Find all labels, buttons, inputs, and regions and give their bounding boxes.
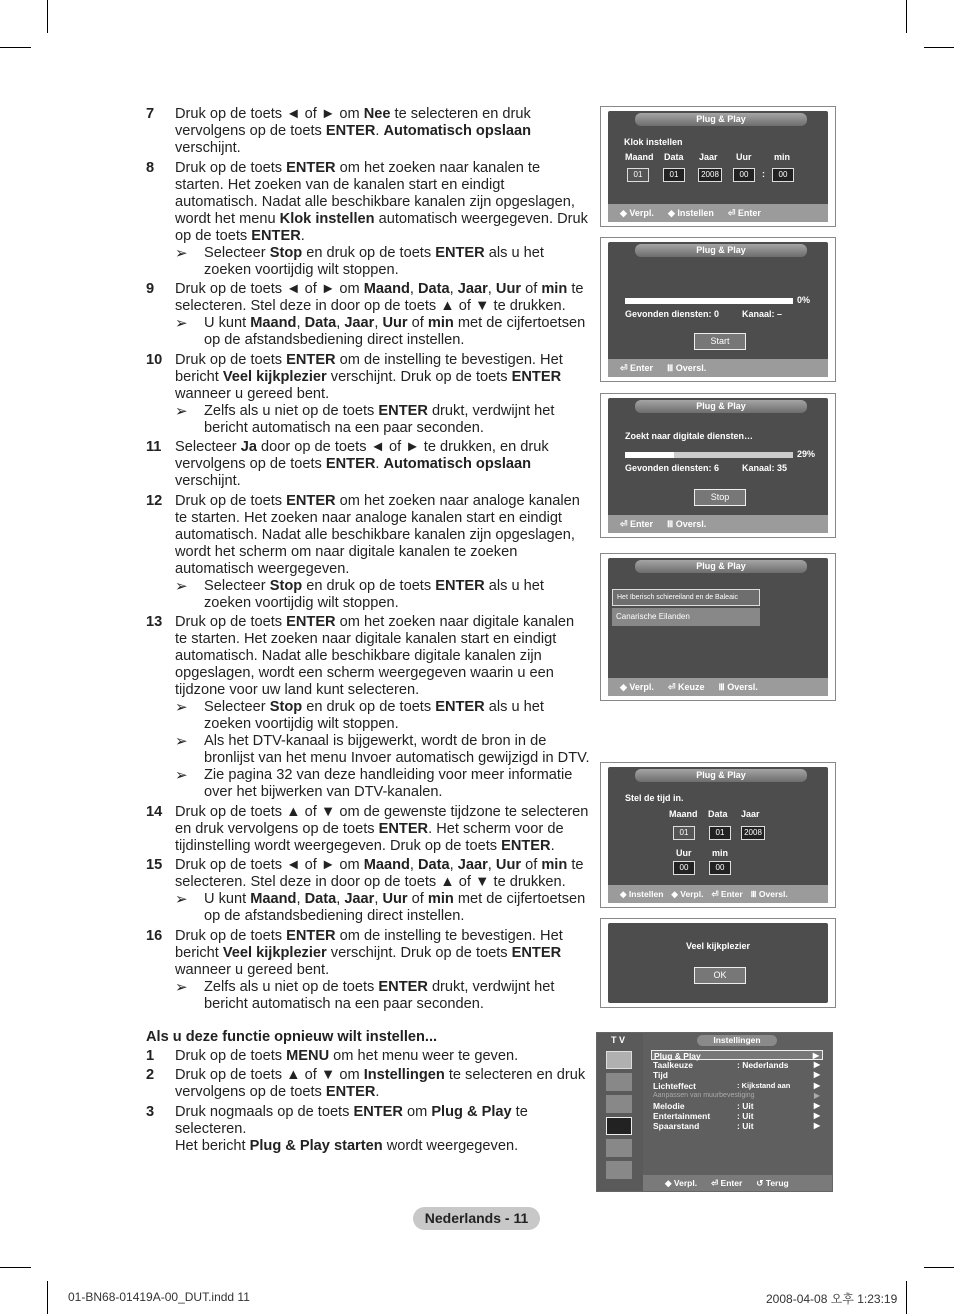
crop-mark (47, 0, 48, 33)
screen-enjoy (600, 918, 836, 1008)
chevron-right-icon: ▶ (813, 1080, 820, 1090)
hint-move: ◆ Verpl. (671, 889, 704, 899)
progress-percent: 0% (797, 295, 811, 305)
step-number: 16 (146, 927, 163, 944)
step-text: Druk op de toets ◄ of ► om Nee te selecteren en druk vervolgens op de toets ENTER. Automatisch opslaan verschijnt. (175, 106, 532, 156)
chevron-right-icon: ▶ (813, 1111, 820, 1121)
hint-enter: ⏎ Enter (620, 363, 654, 373)
crop-mark (0, 47, 31, 48)
step-number: 12 (146, 492, 163, 509)
screen-title: Plug & Play (635, 560, 807, 573)
year-field[interactable]: 2008 (698, 168, 722, 182)
hint-enter: ⏎ Enter (620, 519, 654, 529)
tip (175, 733, 590, 767)
step-item (146, 106, 590, 157)
step-text: Druk op de toets ▲ of ▼ om de gewenste tijdzone te selecteren en druk vervolgens op de toets ENTER. Het scherm voor de tijdinstelling wordt weergegeven. Druk op de toets ENTER. (175, 803, 589, 854)
tip-text: Als het DTV-kanaal is bijgewerkt, wordt de bron in de bronlijst van het menu Invoer automatisch gewijzigd in DTV. (204, 733, 590, 766)
step-item (146, 928, 590, 1013)
menu-row[interactable] (651, 1101, 823, 1111)
step-text: Druk op de toets ◄ of ► om Maand, Data, Jaar, Uur of min te selecteren. Stel deze in door op de toets ▲ of ▼ te drukken. ➢ U kunt Maand, Data, Jaar, Uur of min met de cijfertoetsen op de afstandsbediening direct instellen. (175, 281, 590, 349)
crop-mark (906, 0, 907, 33)
step-text: Druk op de toets ENTER om het zoeken naar digitale kanalen te starten. Het zoeken naar digitale kanalen start en eindigt automatisch. Nadat alle beschikbare digitale kanalen zijn opgeslagen, wordt een scherm weergegeven waarin u een tijdzone voor uw land kunt selecteren. ➢ Selecteer Stop en druk op de toets ENTER als u het zoeken voortijdig wilt stoppen. ➢ Als het DTV-kanaal is bijgewerkt, wordt de bron in de bronlijst van het menu Invoer automatisch gewijzigd in DTV. ➢ Zie pagina 32 van deze handleiding voor meer informatie over het bijwerken van DTV-kanalen. (175, 614, 590, 800)
menu-row[interactable] (651, 1060, 823, 1070)
menu-icon[interactable] (606, 1139, 632, 1157)
menu-row[interactable] (651, 1070, 823, 1080)
hint-set: ◆ Instellen (667, 208, 714, 218)
menu-row-label: Plug & Play (654, 1051, 701, 1061)
instructions (146, 106, 590, 1157)
tip-text: Zie pagina 32 van deze handleiding voor meer informatie over het bijwerken van DTV-kanalen. (204, 767, 573, 800)
menu-title: Instellingen (697, 1035, 777, 1046)
menu-row[interactable] (651, 1081, 823, 1091)
chevron-right-icon: ▶ (813, 1060, 820, 1070)
stop-button[interactable]: Stop (694, 489, 746, 506)
hint-move: ◆ Verpl. (620, 208, 654, 218)
col-min: min (774, 152, 791, 162)
step-number: 9 (146, 281, 155, 297)
month-field[interactable]: 01 (627, 168, 649, 182)
tip-arrow-icon: ➢ (175, 767, 188, 784)
menu-icon[interactable] (606, 1073, 632, 1091)
hour-field[interactable]: 00 (733, 168, 755, 182)
hint-move: ◆ Verpl. (665, 1178, 698, 1188)
step-item (146, 352, 590, 437)
slug-left: 01-BN68-01419A-00_DUT.indd 11 (68, 1290, 250, 1304)
tip (175, 315, 590, 349)
menu-row[interactable] (651, 1050, 823, 1060)
tip-text: U kunt Maand, Data, Jaar, Uur of min met de cijfertoetsen op de afstandsbediening direct instellen. (204, 891, 586, 924)
step-text: Druk op de toets ◄ of ► om Maand, Data, Jaar, Uur of min te selecteren. Stel deze in door op de toets ▲ of ▼ te drukken. ➢ U kunt Maand, Data, Jaar, Uur of min met de cijfertoetsen op de afstandsbediening direct instellen. (175, 857, 590, 925)
col-jaar: Jaar (741, 809, 760, 819)
tip (175, 403, 590, 437)
start-button[interactable]: Start (694, 333, 746, 350)
menu-row-value: : Nederlands (737, 1060, 789, 1071)
tip-arrow-icon: ➢ (175, 244, 188, 262)
menu-row-value: : Uit (737, 1111, 754, 1122)
tip-text: Zelfs als u niet op de toets ENTER drukt, verdwijnt het bericht automatisch na een paar seconden. (204, 402, 555, 436)
chevron-right-icon: ▶ (813, 1100, 820, 1110)
menu-row-value: : Uit (737, 1100, 754, 1111)
menu-row-label: Melodie (653, 1100, 685, 1111)
step-item (146, 1104, 590, 1155)
tip-text: Zelfs als u niet op de toets ENTER drukt, verdwijnt het bericht automatisch na een paar seconden. (204, 978, 555, 1012)
channel-label: Kanaal: 35 (742, 463, 788, 473)
step-item (146, 493, 590, 612)
tip-arrow-icon: ➢ (175, 315, 188, 332)
tip-text: Selecteer Stop en druk op de toets ENTER als u het zoeken voortijdig wilt stoppen. (204, 244, 544, 278)
screen-title: Plug & Play (635, 769, 807, 782)
tip (175, 891, 590, 925)
step-text: Druk op de toets ENTER om de instelling te bevestigen. Het bericht Veel kijkplezier verschijnt. Druk op de toets ENTER wanneer u gereed bent. ➢ Zelfs als u niet op de toets ENTER drukt, verdwijnt het bericht automatisch na een paar seconden. (175, 928, 590, 1013)
screen-title: Plug & Play (635, 400, 807, 413)
step-number: 14 (146, 803, 163, 820)
col-data: Data (664, 152, 684, 162)
screen-scan-digital (600, 393, 836, 538)
clock-label: Klok instellen (624, 137, 683, 147)
tip (175, 578, 590, 612)
day-field[interactable]: 01 (663, 168, 685, 182)
step-text: Druk op de toets ▲ of ▼ om Instellingen te selecteren en druk vervolgens op de toets ENTER. (175, 1067, 586, 1100)
tip-arrow-icon: ➢ (175, 891, 188, 908)
step-number: 7 (146, 106, 155, 122)
tip (175, 699, 590, 733)
hint-bar (608, 678, 828, 696)
channel-label: Kanaal: – (742, 309, 783, 319)
menu-icon[interactable] (606, 1161, 632, 1179)
hint-bar (643, 1175, 832, 1191)
tip-arrow-icon: ➢ (175, 577, 188, 595)
step-item (146, 857, 590, 925)
screen-time-set (600, 762, 836, 908)
screen-title: Plug & Play (635, 113, 807, 126)
hint-skip: Ⅲ Oversl. (750, 889, 788, 899)
crop-mark (924, 1267, 954, 1268)
hint-move: ◆ Verpl. (620, 682, 654, 692)
hint-skip: Ⅲ Oversl. (718, 682, 758, 692)
menu-row[interactable] (651, 1111, 823, 1121)
menu-rows (651, 1050, 823, 1132)
tip (175, 245, 590, 279)
hint-set: ◆ Instellen (620, 889, 664, 899)
hint-bar (608, 359, 828, 377)
minute-field[interactable]: 00 (772, 168, 794, 182)
step-item (146, 439, 590, 490)
hint-enter: ⏎ Enter (711, 889, 743, 899)
menu-row-label: Aanpassen van muurbevestiging (653, 1091, 755, 1099)
tip (175, 767, 590, 801)
page-number-badge: Nederlands - 11 (413, 1207, 540, 1230)
col-maand: Maand (625, 152, 654, 162)
col-uur: Uur (736, 152, 752, 162)
step-number: 10 (146, 351, 163, 368)
step-item (146, 281, 590, 349)
hint-skip: Ⅲ Oversl. (667, 519, 707, 529)
hint-enter: ⏎ Enter (711, 1178, 743, 1188)
tip-text: Selecteer Stop en druk op de toets ENTER als u het zoeken voortijdig wilt stoppen. (204, 577, 544, 611)
hint-enter: ⏎ Enter (727, 208, 761, 218)
step-number: 13 (146, 614, 163, 630)
tip-arrow-icon: ➢ (175, 699, 188, 716)
crop-mark (47, 1281, 48, 1314)
crop-mark (0, 1267, 31, 1268)
col-uur: Uur (676, 848, 692, 858)
year-field[interactable]: 2008 (741, 826, 765, 840)
menu-row-value: : Kijkstand aan (737, 1080, 791, 1090)
step-text: Druk op de toets ENTER om het zoeken naar analoge kanalen te starten. Het zoeken naar analoge kanalen start en eindigt automatisch. Nadat alle beschikbare kanalen zijn opgeslagen, wordt het scherm om naar digitale kanalen te zoeken automatisch weergegeven. ➢ Selecteer Stop en druk op de toets ENTER als u het zoeken voortijdig wilt stoppen. (175, 493, 590, 612)
step-text: Druk op de toets ENTER om het zoeken naar kanalen te starten. Het zoeken van de kanalen start en eindigt automatisch. Nadat alle beschikbare kanalen zijn opgeslagen, wordt het menu Klok instellen automatisch weergegeven. Druk op de toets ENTER. ➢ Selecteer Stop en druk op de toets ENTER als u het zoeken voortijdig wilt stoppen. (175, 160, 590, 279)
screen-scan-start (600, 237, 836, 382)
hint-skip: Ⅲ Oversl. (667, 363, 707, 373)
col-data: Data (708, 809, 728, 819)
tip-arrow-icon: ➢ (175, 978, 188, 996)
step-text: Druk op de toets ENTER om de instelling te bevestigen. Het bericht Veel kijkplezier verschijnt. Druk op de toets ENTER wanneer u gereed bent. ➢ Zelfs als u niet op de toets ENTER drukt, verdwijnt het bericht automatisch na een paar seconden. (175, 352, 590, 437)
time-label: Stel de tijd in. (625, 793, 684, 803)
step-item (146, 160, 590, 279)
hint-bar (608, 885, 828, 903)
menu-icon[interactable] (606, 1051, 632, 1069)
col-min: min (712, 848, 729, 858)
step-item (146, 804, 590, 855)
found-services: Gevonden diensten: 0 (625, 309, 720, 319)
chevron-right-icon: ▶ (813, 1070, 820, 1080)
day-field[interactable]: 01 (709, 826, 731, 840)
menu-row-label: Taalkeuze (653, 1060, 694, 1071)
month-field[interactable]: 01 (673, 826, 695, 840)
hint-bar (608, 204, 828, 222)
progress-percent: 29% (797, 449, 816, 459)
step-number: 2 (146, 1067, 155, 1083)
tip-text: Selecteer Stop en druk op de toets ENTER als u het zoeken voortijdig wilt stoppen. (204, 699, 544, 732)
time-separator: : (762, 169, 765, 179)
scan-label: Zoekt naar digitale diensten… (625, 431, 754, 441)
menu-row[interactable] (651, 1121, 823, 1131)
step-number: 8 (146, 159, 155, 176)
menu-icon[interactable] (606, 1095, 632, 1113)
menu-row[interactable] (651, 1091, 823, 1101)
step-number: 3 (146, 1103, 155, 1120)
step-text: Druk nogmaals op de toets ENTER om Plug & Play te selecteren. Het bericht Plug & Play starten wordt weergegeven. (175, 1103, 528, 1154)
crop-mark (924, 47, 954, 48)
step-text: Druk op de toets MENU om het menu weer te geven. (175, 1047, 519, 1064)
step-item (146, 1048, 590, 1065)
tv-label: T V (611, 1035, 626, 1045)
step-number: 1 (146, 1047, 155, 1064)
menu-row-label: Entertainment (653, 1111, 711, 1122)
progress-track (625, 298, 793, 304)
timezone-option[interactable]: Canarische Eilanden (612, 608, 760, 626)
step-item (146, 1067, 590, 1101)
hint-back: ↺ Terug (756, 1178, 789, 1188)
step-number: 15 (146, 857, 163, 873)
timezone-option-selected[interactable]: Het Iberisch schiereiland en de Baleaic (612, 589, 760, 606)
progress-fill (625, 452, 674, 458)
slug-right: 2008-04-08 오후 1:23:19 (766, 1292, 898, 1306)
screen-timezone (600, 553, 836, 701)
minute-field[interactable]: 00 (709, 861, 731, 875)
step-text: Selecteer Ja door op de toets ◄ of ► te drukken, en druk vervolgens op de toets ENTER. Automatisch opslaan verschijnt. (175, 439, 549, 489)
step-item (146, 614, 590, 801)
tip (175, 979, 590, 1013)
step-number: 11 (146, 439, 162, 455)
hour-field[interactable]: 00 (673, 861, 695, 875)
screen-title: Plug & Play (635, 244, 807, 257)
found-services: Gevonden diensten: 6 (625, 463, 720, 473)
menu-row-value: : Uit (737, 1121, 754, 1132)
menu-row-label: Tijd (653, 1070, 668, 1081)
chevron-right-icon: ▶ (812, 1051, 819, 1060)
menu-row-label: Lichteffect (653, 1080, 696, 1091)
menu-row-label: Spaarstand (653, 1121, 700, 1132)
chevron-right-icon: ▶ (813, 1090, 820, 1100)
crop-mark (906, 1281, 907, 1314)
chevron-right-icon: ▶ (813, 1121, 820, 1131)
ok-button[interactable]: OK (694, 967, 746, 984)
settings-menu (596, 1032, 833, 1192)
tip-arrow-icon: ➢ (175, 733, 188, 750)
hint-select: ⏎ Keuze (667, 682, 705, 692)
menu-icon-selected[interactable] (606, 1117, 632, 1135)
enjoy-message: Veel kijkplezier (685, 941, 751, 951)
hint-bar (608, 515, 828, 533)
col-jaar: Jaar (699, 152, 718, 162)
tip-text: U kunt Maand, Data, Jaar, Uur of min met de cijfertoetsen op de afstandsbediening direct instellen. (204, 315, 586, 348)
reinstall-heading: Als u deze functie opnieuw wilt instellen... (146, 1028, 438, 1045)
tip-arrow-icon: ➢ (175, 402, 188, 420)
screen-clock (600, 106, 836, 227)
col-maand: Maand (669, 809, 698, 819)
